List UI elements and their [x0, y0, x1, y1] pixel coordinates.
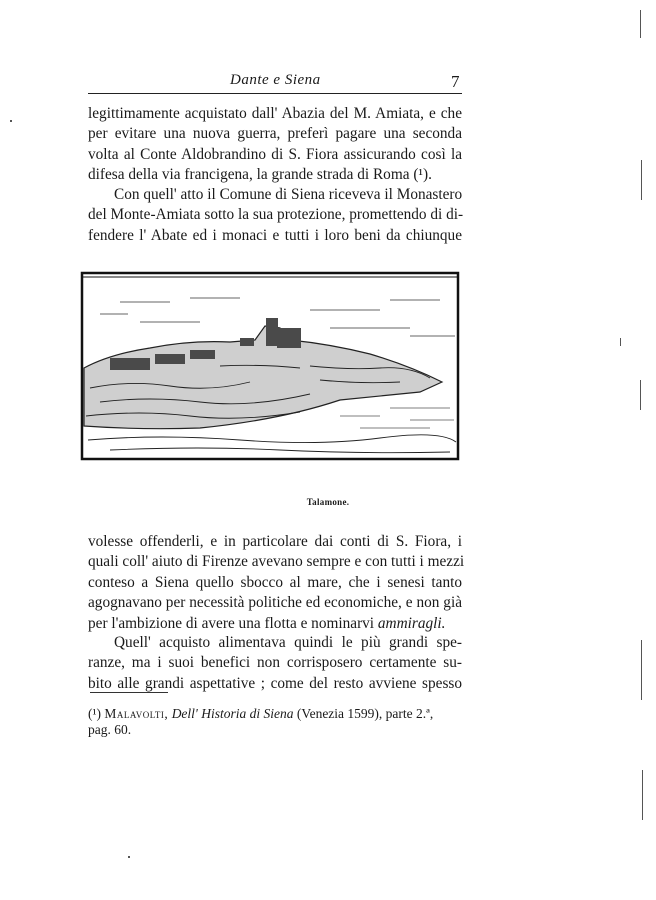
- text-line: fendere l' Abate ed i monaci e tutti i loro beni da chiunque: [88, 226, 462, 244]
- text-line: conteso a Siena quello sbocco al mare, che i senesi tanto: [88, 573, 462, 591]
- footnote-work: Dell' Historia di Siena: [171, 706, 294, 721]
- text-line: per evitare una nuova guerra, preferì pagare una seconda: [88, 125, 462, 143]
- footnote: [88, 706, 462, 738]
- text-line: legittimamente acquistato dall' Abazia del M. Amiata, e che: [88, 105, 462, 122]
- footnote-line: [88, 706, 462, 722]
- text-segment: per l'ambizione di avere una flotta e nominarvi: [88, 614, 375, 632]
- text-line: del Monte-Amiata sotto la sua protezione, promettendo di di-: [88, 206, 464, 224]
- text-line: Con quell' atto il Comune di Siena riceveva il Monastero: [114, 186, 463, 203]
- paragraph-4: [88, 633, 462, 694]
- paragraph-1: [88, 104, 462, 185]
- text-line: ranze, ma i suoi benefici non corrisposero certamente su-: [88, 654, 462, 672]
- emphasized-word: ammiragli.: [377, 614, 446, 632]
- text-line: [88, 614, 462, 634]
- footnote-page: pag. 60.: [88, 722, 132, 737]
- text-line: Quell' acquisto alimentava quindi le più grandi spe-: [114, 634, 462, 651]
- figure-caption: Talamone.: [306, 497, 350, 507]
- page-number: 7: [451, 72, 460, 91]
- text-line: volta al Conte Aldobrandino di S. Fiora assicurando così la: [88, 145, 462, 163]
- paragraph-3: [88, 532, 465, 634]
- talamone-illustration: [80, 270, 462, 462]
- running-title: Dante e Siena: [230, 72, 321, 88]
- text-line: bito alle grandi aspettative ; come del resto avviene spesso: [88, 674, 462, 692]
- text-line: difesa della via francigena, la grande strada di Roma (¹).: [88, 165, 432, 183]
- footnote-rule: [90, 692, 168, 693]
- header-rule: [88, 93, 462, 94]
- paragraph-2: [88, 185, 462, 246]
- footnote-author: Malavolti,: [104, 706, 169, 721]
- footnote-marker: (¹): [88, 706, 102, 721]
- text-line: agognavano per necessità politiche ed economiche, e non già: [88, 594, 462, 612]
- footnote-details: (Venezia 1599), parte 2.ª,: [296, 706, 434, 721]
- text-line: quali coll' aiuto di Firenze avevano sempre e con tutti i mezzi: [88, 553, 465, 571]
- text-line: volesse offenderli, e in particolare dai conti di S. Fiora, i: [88, 533, 462, 550]
